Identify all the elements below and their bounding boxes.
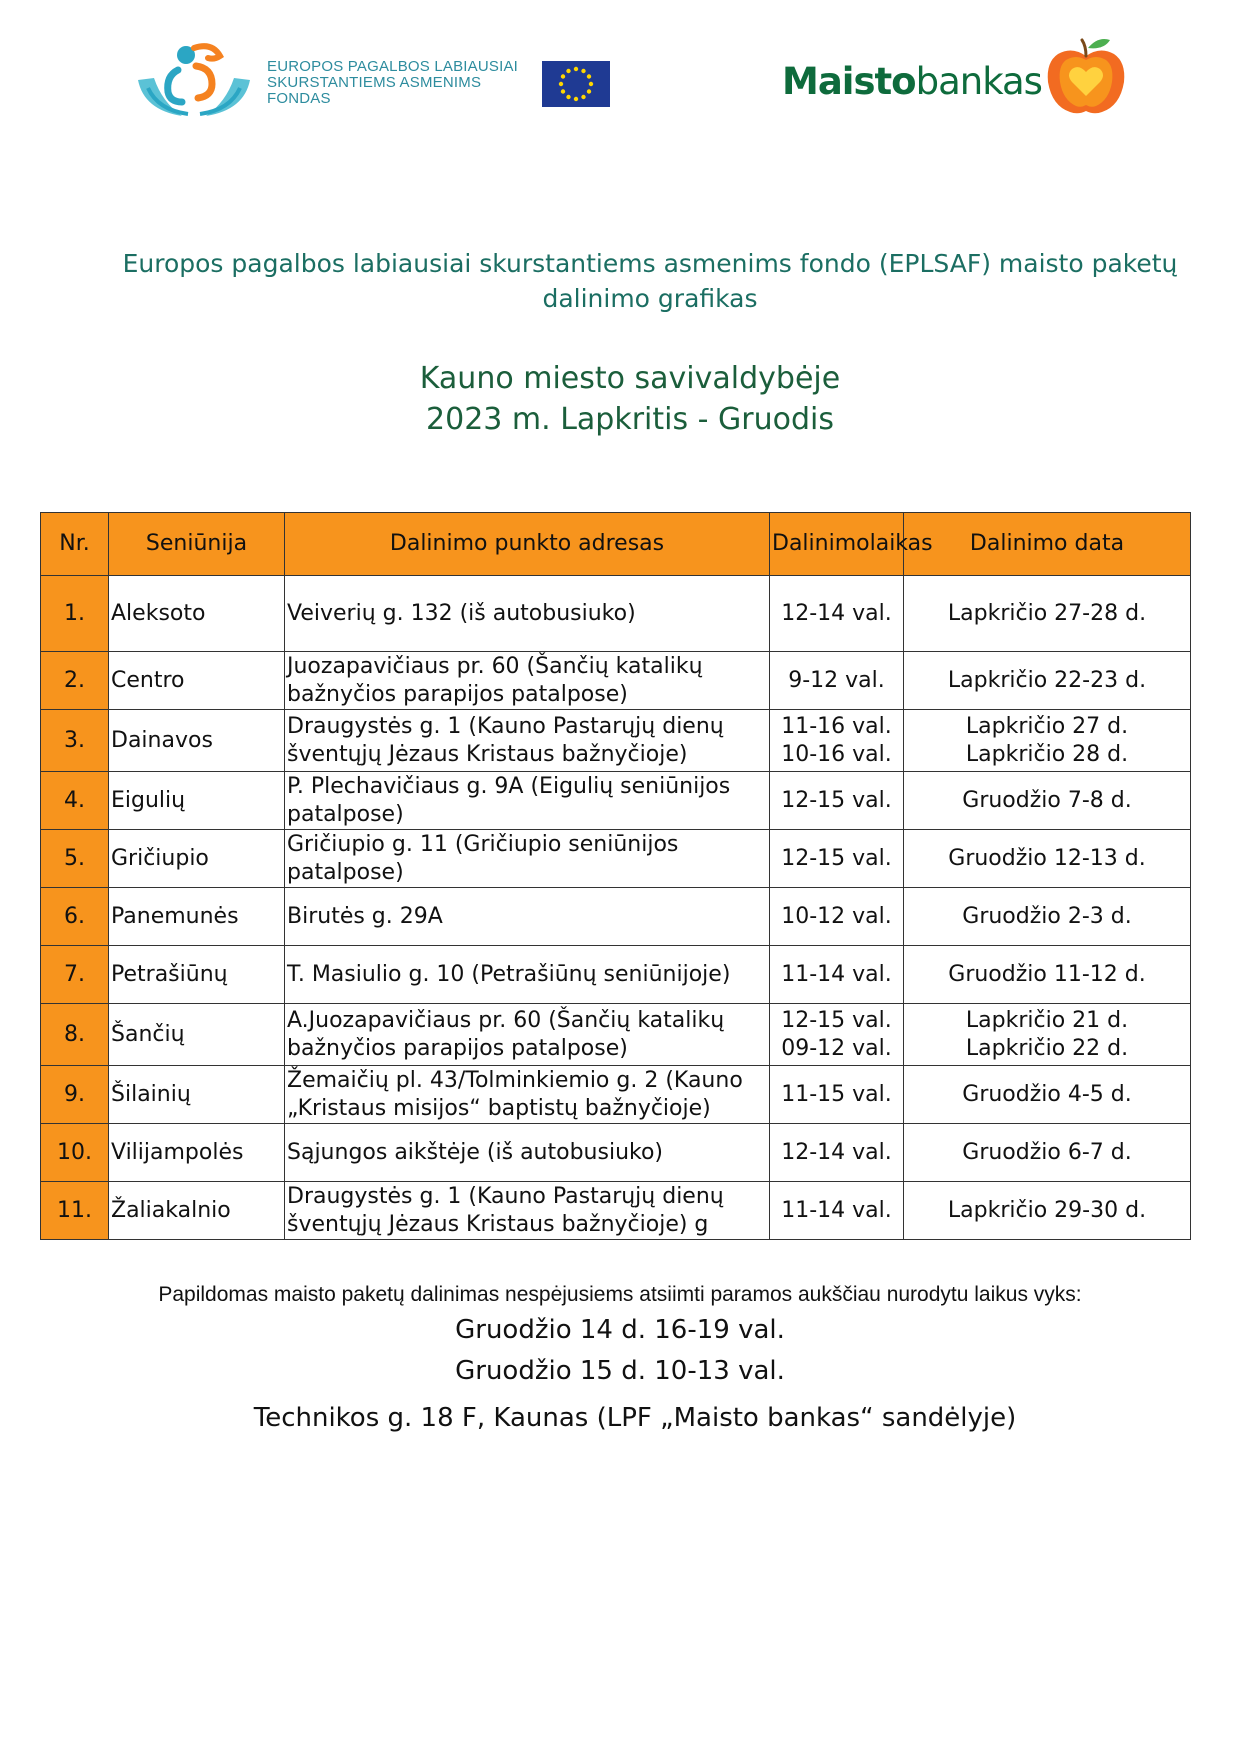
row-number-cell: 9. — [41, 1066, 109, 1124]
time-line-1: 12-14 val. — [781, 600, 892, 626]
date-line-1: Gruodžio 11-12 d. — [948, 961, 1146, 987]
address-line-2: bažnyčios parapijos patalpose) — [287, 681, 628, 707]
additional-distribution-note: Papildomas maisto paketų dalinimas nespėjusiems atsiimti paramos aukščiau nurodytu laikus vyks: — [158, 1283, 1082, 1306]
address-line-1: Sąjungos aikštėje (iš autobusiuko) — [287, 1139, 664, 1165]
time-cell — [770, 1182, 904, 1240]
table-body — [41, 576, 1191, 1240]
seniunija-cell: Žaliakalnio — [109, 1182, 285, 1240]
time-cell — [770, 710, 904, 772]
date-cell — [904, 946, 1191, 1004]
time-line-1: 12-15 val. — [781, 1007, 892, 1033]
seniunija-cell: Vilijampolės — [109, 1124, 285, 1182]
table-row — [41, 830, 1191, 888]
time-cell — [770, 946, 904, 1004]
date-line-1: Gruodžio 6-7 d. — [962, 1139, 1132, 1165]
table-row — [41, 652, 1191, 710]
column-header-address: Dalinimo punkto adresas — [285, 513, 770, 576]
date-line-1: Lapkričio 27 d. — [965, 713, 1129, 739]
time-line-2: 09-12 val. — [781, 1035, 892, 1061]
additional-distribution-address: Technikos g. 18 F, Kaunas (LPF „Maisto bankas“ sandėlyje) — [253, 1403, 1017, 1433]
date-cell — [904, 576, 1191, 652]
eu-fund-name-line-1: EUROPOS PAGALBOS LABIAUSIAI — [267, 58, 519, 75]
column-header-time-line-1: Dalinimo — [772, 531, 870, 556]
address-line-1: Veiverių g. 132 (iš autobusiuko) — [287, 600, 636, 626]
address-cell — [285, 1066, 770, 1124]
column-header-nr: Nr. — [41, 513, 109, 576]
seniunija-cell: Šančių — [109, 1004, 285, 1066]
table-row — [41, 1182, 1191, 1240]
maisto-bankas-logo-bold: Maisto — [782, 60, 916, 103]
address-line-2: šventųjų Jėzaus Kristaus bažnyčioje) — [287, 741, 688, 767]
row-number-cell: 3. — [41, 710, 109, 772]
time-line-1: 9-12 val. — [788, 667, 885, 693]
time-cell — [770, 888, 904, 946]
seniunija-cell: Panemunės — [109, 888, 285, 946]
time-cell — [770, 1004, 904, 1066]
seniunija-cell: Gričiupio — [109, 830, 285, 888]
address-line-2: patalpose) — [287, 801, 404, 827]
address-line-2: šventųjų Jėzaus Kristaus bažnyčioje) g — [287, 1211, 709, 1237]
date-cell — [904, 652, 1191, 710]
address-cell — [285, 652, 770, 710]
address-line-1: Draugystės g. 1 (Kauno Pastarųjų dienų — [287, 1183, 724, 1209]
date-line-1: Gruodžio 7-8 d. — [962, 787, 1132, 813]
time-line-1: 12-14 val. — [781, 1139, 892, 1165]
time-cell — [770, 576, 904, 652]
date-cell — [904, 830, 1191, 888]
date-cell — [904, 1182, 1191, 1240]
eu-fund-name-line-3: FONDAS — [267, 90, 331, 107]
address-line-2: „Kristaus misijos“ baptistų bažnyčioje) — [287, 1095, 711, 1121]
column-header-seniunija: Seniūnija — [109, 513, 285, 576]
address-cell — [285, 830, 770, 888]
time-cell — [770, 830, 904, 888]
seniunija-cell: Aleksoto — [109, 576, 285, 652]
date-cell — [904, 772, 1191, 830]
table-row — [41, 1004, 1191, 1066]
column-header-time — [770, 513, 933, 576]
table-row — [41, 946, 1191, 1004]
table-row — [41, 1066, 1191, 1124]
time-line-1: 11-14 val. — [781, 961, 892, 987]
date-line-1: Lapkričio 29-30 d. — [947, 1197, 1147, 1223]
date-cell — [904, 1066, 1191, 1124]
table-row — [41, 576, 1191, 652]
row-number-cell: 2. — [41, 652, 109, 710]
date-line-1: Gruodžio 12-13 d. — [948, 845, 1146, 871]
date-line-2: Lapkričio 22 d. — [965, 1035, 1129, 1061]
maisto-bankas-logo-light: bankas — [915, 60, 1042, 103]
date-line-1: Gruodžio 4-5 d. — [962, 1081, 1132, 1107]
eu-fund-name — [267, 59, 537, 107]
address-cell — [285, 710, 770, 772]
date-line-1: Gruodžio 2-3 d. — [962, 903, 1132, 929]
address-line-1: Draugystės g. 1 (Kauno Pastarųjų dienų — [287, 713, 724, 739]
time-cell — [770, 652, 904, 710]
address-line-1: Birutės g. 29A — [287, 903, 443, 929]
document-title: Europos pagalbos labiausiai skurstantiems asmenims fondo (EPLSAF) maisto paketų dalinimo grafikas — [122, 249, 1178, 313]
row-number-cell: 4. — [41, 772, 109, 830]
time-line-1: 12-15 val. — [781, 787, 892, 813]
maisto-bankas-logo-text — [782, 58, 1042, 106]
document-subtitle — [90, 358, 1170, 440]
column-header-date: Dalinimo data — [904, 513, 1191, 576]
address-cell — [285, 946, 770, 1004]
address-line-1: T. Masiulio g. 10 (Petrašiūnų seniūnijoje) — [287, 961, 731, 987]
row-number-cell: 5. — [41, 830, 109, 888]
date-cell — [904, 888, 1191, 946]
seniunija-cell: Eigulių — [109, 772, 285, 830]
row-number-cell: 11. — [41, 1182, 109, 1240]
seniunija-cell: Šilainių — [109, 1066, 285, 1124]
table-row — [41, 1124, 1191, 1182]
date-cell — [904, 710, 1191, 772]
time-line-1: 10-12 val. — [781, 903, 892, 929]
additional-date-2: Gruodžio 15 d. 10-13 val. — [455, 1356, 785, 1386]
row-number-cell: 6. — [41, 888, 109, 946]
additional-date-1: Gruodžio 14 d. 16-19 val. — [455, 1315, 785, 1345]
address-cell — [285, 1004, 770, 1066]
row-number-cell: 8. — [41, 1004, 109, 1066]
time-line-1: 11-14 val. — [781, 1197, 892, 1223]
address-line-1: Juozapavičiaus pr. 60 (Šančių katalikų — [287, 653, 703, 679]
address-line-1: P. Plechavičiaus g. 9A (Eigulių seniūnijos — [287, 773, 731, 799]
address-line-2: patalpose) — [287, 859, 404, 885]
date-line-1: Lapkričio 21 d. — [965, 1007, 1129, 1033]
row-number-cell: 7. — [41, 946, 109, 1004]
date-cell — [904, 1124, 1191, 1182]
table-header-row — [41, 513, 1191, 576]
apple-heart-icon — [1046, 36, 1126, 116]
row-number-cell: 10. — [41, 1124, 109, 1182]
distribution-schedule-table — [40, 512, 1191, 1240]
subtitle-period: 2023 m. Lapkritis - Gruodis — [426, 402, 834, 437]
table-row — [41, 772, 1191, 830]
time-cell — [770, 772, 904, 830]
address-line-2: bažnyčios parapijos patalpose) — [287, 1035, 628, 1061]
row-number-cell: 1. — [41, 576, 109, 652]
time-line-1: 12-15 val. — [781, 845, 892, 871]
address-cell — [285, 772, 770, 830]
time-cell — [770, 1124, 904, 1182]
address-cell — [285, 1124, 770, 1182]
table-header — [41, 513, 1191, 576]
date-line-1: Lapkričio 22-23 d. — [947, 667, 1147, 693]
time-line-1: 11-16 val. — [781, 713, 892, 739]
time-line-1: 11-15 val. — [781, 1081, 892, 1107]
address-line-1: A.Juozapavičiaus pr. 60 (Šančių katalikų — [287, 1007, 725, 1033]
time-line-2: 10-16 val. — [781, 741, 892, 767]
address-line-1: Žemaičių pl. 43/Tolminkiemio g. 2 (Kauno — [287, 1067, 743, 1093]
date-line-2: Lapkričio 28 d. — [965, 741, 1129, 767]
eu-flag-icon — [542, 61, 610, 107]
date-line-1: Lapkričio 27-28 d. — [947, 600, 1147, 626]
column-header-time-line-2: laikas — [869, 531, 933, 556]
address-cell — [285, 576, 770, 652]
seniunija-cell: Centro — [109, 652, 285, 710]
eu-fund-name-line-2: SKURSTANTIEMS ASMENIMS — [267, 74, 482, 91]
address-line-1: Gričiupio g. 11 (Gričiupio seniūnijos — [287, 831, 679, 857]
subtitle-municipality: Kauno miesto savivaldybėje — [419, 361, 841, 396]
page-header — [0, 0, 1241, 140]
table-row — [41, 710, 1191, 772]
seniunija-cell: Dainavos — [109, 710, 285, 772]
address-cell — [285, 888, 770, 946]
eu-fund-hands-logo — [134, 40, 254, 120]
seniunija-cell: Petrašiūnų — [109, 946, 285, 1004]
address-cell — [285, 1182, 770, 1240]
time-cell — [770, 1066, 904, 1124]
table-row — [41, 888, 1191, 946]
date-cell — [904, 1004, 1191, 1066]
